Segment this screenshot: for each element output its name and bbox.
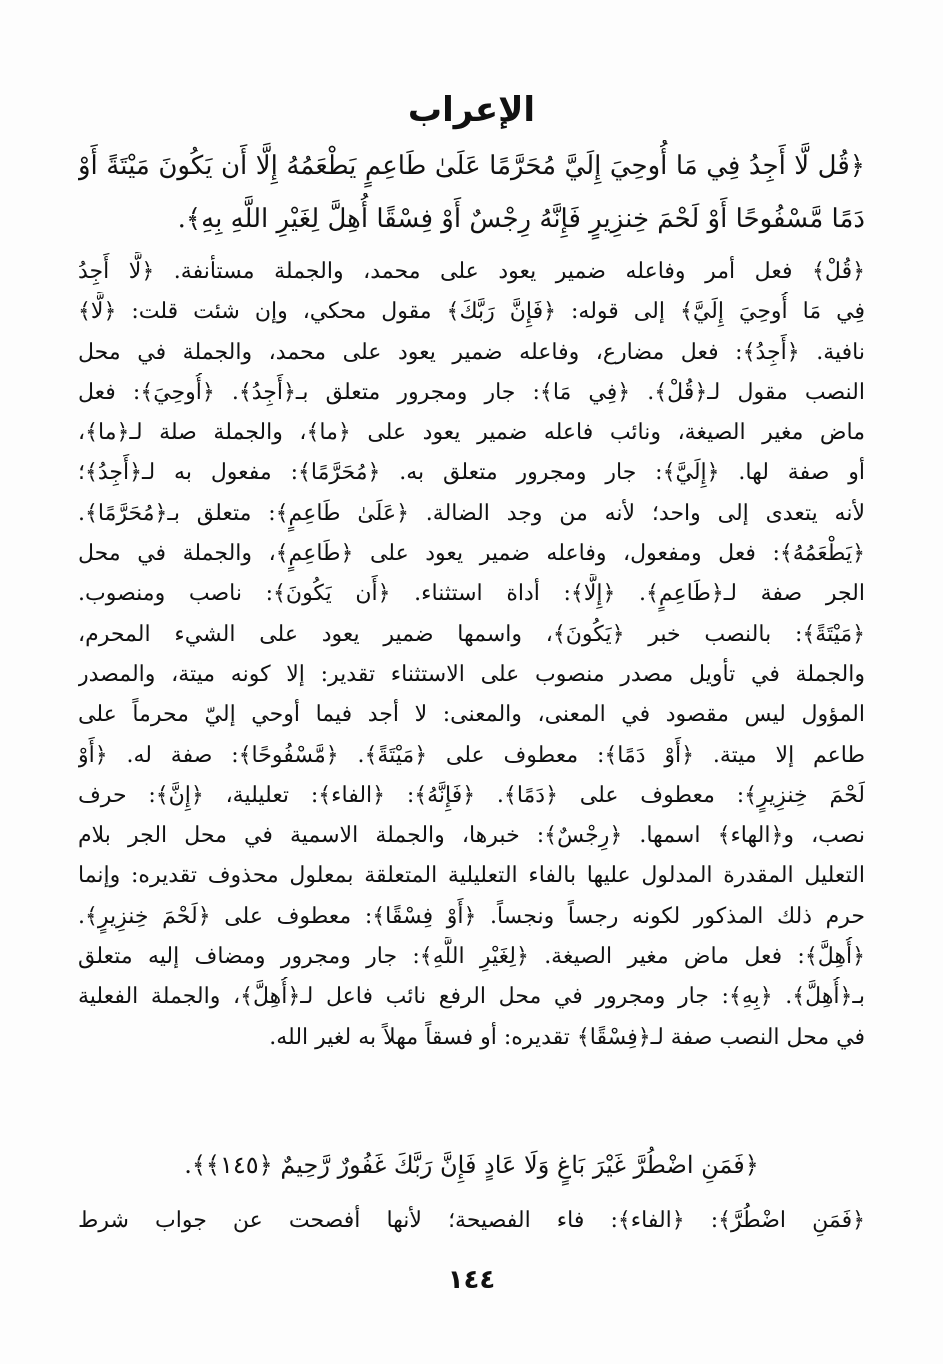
text-line: النصب مقول لـ﴿قُلْ﴾. ﴿فِي مَا﴾: جار ومجرور متعلق بـ﴿أَجِدُ﴾. ﴿أُوحِيَ﴾: فعل — [78, 379, 865, 405]
text-line: ﴿مَيْتَةً﴾: بالنصب خبر ﴿يَكُونَ﴾، واسمها ضمير يعود على الشيء المحرم، — [78, 621, 865, 647]
verse-line: دَمًا مَّسْفُوحًا أَوْ لَحْمَ خِنزِيرٍ فَإِنَّهُ رِجْسٌ أَوْ فِسْقًا أُهِلَّ لِغَيْرِ اللَّهِ بِهِ﴾. — [177, 204, 865, 234]
text-line: التعليل المقدرة المدلول عليها بالفاء التعليلية المتعلقة بمعلول محذوف تقديره: وإنما — [78, 863, 865, 889]
text-line: لَحْمَ خِنزِيرٍ﴾: معطوف على ﴿دَمًا﴾. ﴿فَإِنَّهُ﴾: ﴿الفاء﴾: تعليلية، ﴿إِنَّ﴾: حرف — [78, 782, 865, 808]
text-line: ﴿أُهِلَّ﴾: فعل ماض مغير الصيغة. ﴿لِغَيْرِ اللَّهِ﴾: جار ومجرور ومضاف إليه متعلق — [78, 944, 865, 970]
text-line: حرم ذلك المذكور لكونه رجساً ونجساً. ﴿أَوْ فِسْقًا﴾: معطوف على ﴿لَحْمَ خِنزِيرٍ﴾. — [78, 903, 865, 929]
commentary-block — [78, 252, 865, 1058]
verse-line: ﴿فَمَنِ اضْطُرَّ غَيْرَ بَاغٍ وَلَا عَادٍ فَإِنَّ رَبَّكَ غَفُورٌ رَّحِيمٌ ﴿١٤٥﴾﴾. — [184, 1151, 759, 1179]
text-line: طاعم إلا ميتة. ﴿أَوْ دَمًا﴾: معطوف على ﴿مَيْتَةً﴾. ﴿مَّسْفُوحًا﴾: صفة له. ﴿أَوْ — [78, 742, 865, 768]
text-line: ماض مغير الصيغة، ونائب فاعله ضمير يعود على ﴿ما﴾، والجملة صلة لـ﴿ما﴾، — [78, 420, 865, 446]
text-line: ﴿قُلْ﴾ فعل أمر وفاعله ضمير يعود على محمد، والجملة مستأنفة. ﴿لَّا أَجِدُ — [78, 259, 865, 284]
page-header: الإعراب — [407, 90, 536, 130]
text-line: ﴿يَطْعَمُهُ﴾: فعل ومفعول، وفاعله ضمير يعود على ﴿طَاعِمٍ﴾، والجملة في محل — [78, 541, 865, 567]
text-line: فِي مَا أُوحِيَ إِلَيَّ﴾ إلى قوله: ﴿فَإِنَّ رَبَّكَ﴾ مقول محكي، وإن شئت قلت: ﴿لَّا﴾ — [78, 299, 865, 325]
text-line: بـ﴿أُهِلَّ﴾. ﴿بِهِ﴾: جار ومجرور في محل الرفع نائب فاعل لـ﴿أُهِلَّ﴾، والجملة الفعلية — [78, 984, 865, 1010]
text-line: لأنه يتعدى إلى واحد؛ لأنه من وجد الضالة. ﴿عَلَىٰ طَاعِمٍ﴾: متعلق بـ﴿مُحَرَّمًا﴾. — [78, 500, 865, 526]
text-line: الجر صفة لـ﴿طَاعِمٍ﴾. ﴿إِلَّا﴾: أداة استثناء. ﴿أَن يَكُونَ﴾: ناصب ومنصوب. — [78, 581, 865, 607]
text-line: والجملة في تأويل مصدر منصوب على الاستثناء تقدير: إلا كونه ميتة، والمصدر — [78, 661, 865, 687]
verse-line: ﴿قُل لَّا أَجِدُ فِي مَا أُوحِيَ إِلَيَّ مُحَرَّمًا عَلَىٰ طَاعِمٍ يَطْعَمُهُ إِلَّا أَن يَكُونَ مَيْتَةً أَوْ — [78, 151, 865, 181]
page-number: ١٤٤ — [447, 1265, 496, 1295]
text-line: نافية. ﴿أَجِدُ﴾: فعل مضارع، وفاعله ضمير يعود على محمد، والجملة في محل — [78, 339, 865, 365]
text-line: في محل النصب صفة لـ﴿فِسْقًا﴾ تقديره: أو فسقاً مهلاً به لغير الله. — [269, 1024, 865, 1050]
text-line: نصب، و﴿الهاء﴾ اسمها. ﴿رِجْسٌ﴾: خبرها، والجملة الاسمية في محل الجر بلام — [78, 823, 865, 849]
text-line: المؤول ليس مقصود في المعنى، والمعنى: لا أجد فيما أوحي إليّ محرماً على — [78, 702, 865, 728]
verse-block — [78, 140, 865, 246]
text-line: ﴿فَمَنِ اضْطُرَّ﴾: ﴿الفاء﴾: فاء الفصيحة؛ لأنها أفصحت عن جواب شرط — [78, 1208, 865, 1233]
text-line: أو صفة لها. ﴿إِلَيَّ﴾: جار ومجرور متعلق به. ﴿مُحَرَّمًا﴾: مفعول به لـ﴿أَجِدُ﴾؛ — [78, 460, 865, 486]
